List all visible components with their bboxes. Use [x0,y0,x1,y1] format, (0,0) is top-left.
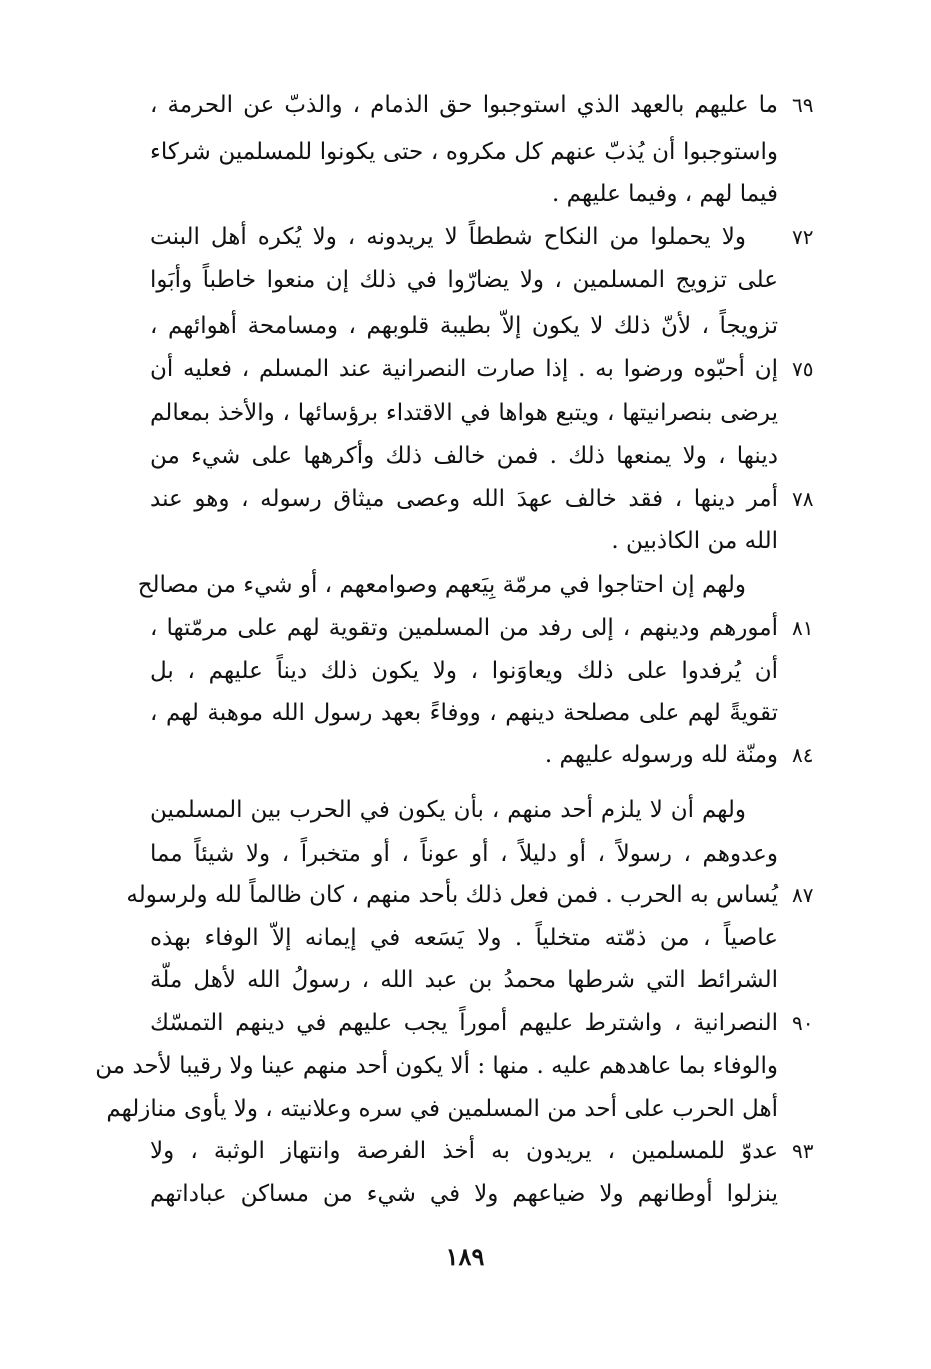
text-line: دينها ، ولا يمنعها ذلك . فمن خالف ذلك وأكرهها على شيء من [150,443,778,469]
text-line: النصرانية ، واشترط عليهم أموراً يجب عليهم في دينهم التمسّك [150,1010,778,1036]
text-line: ولهم أن لا يلزم أحد منهم ، بأن يكون في الحرب بين المسلمين [150,797,746,823]
line-number: ٨٤ [792,743,814,767]
text-line: أمورهم ودينهم ، إلى رفد من المسلمين وتقوية لهم على مرمّتها ، [150,615,778,641]
text-line: عاصياً ، من ذمّته متخلياً . ولا يَسَعه في إيمانه إلاّ الوفاء بهذه [150,925,778,951]
line-number: ٩٣ [792,1139,814,1163]
text-line: ينزلوا أوطانهم ولا ضياعهم ولا في شيء من مساكن عباداتهم [150,1181,778,1207]
line-number: ٧٨ [792,487,814,511]
text-line: واستوجبوا أن يُذبّ عنهم كل مكروه ، حتى يكونوا للمسلمين شركاء [150,139,778,165]
text-line: ولا يحملوا من النكاح شططاً لا يريدونه ، ولا يُكره أهل البنت [150,224,746,250]
line-number: ٨١ [792,616,814,640]
page-number: ١٨٩ [445,1242,485,1271]
line-number: ٧٥ [792,357,814,381]
line-number: ٧٢ [792,225,814,249]
text-line: الله من الكاذبين . [611,528,778,554]
text-line: أهل الحرب على أحد من المسلمين في سره وعلانيته ، ولا يأوى منازلهم [106,1096,778,1122]
text-line: فيما لهم ، وفيما عليهم . [552,181,778,207]
text-line: على تزويج المسلمين ، ولا يضارّوا في ذلك إن منعوا خاطباً وأبَوا [150,267,778,293]
text-line: أمر دينها ، فقد خالف عهدَ الله وعصى ميثاق رسوله ، وهو عند [150,486,778,512]
text-line: والوفاء بما عاهدهم عليه . منها : ألا يكون أحد منهم عينا ولا رقيبا لأحد من [95,1053,778,1079]
text-line: ومنّة لله ورسوله عليهم . [544,742,778,768]
text-line: عدوّ للمسلمين ، يريدون به أخذ الفرصة وانتهاز الوثبة ، ولا [150,1138,778,1164]
text-line: وعدوهم ، رسولاً ، أو دليلاً ، أو عوناً ، أو متخبراً ، ولا شيئاً مما [150,841,778,867]
text-line: ما عليهم بالعهد الذي استوجبوا حق الذمام ، والذبّ عن الحرمة ، [150,92,778,118]
line-number: ٨٧ [792,883,814,907]
text-line: تقويةً لهم على مصلحة دينهم ، ووفاءً بعهد رسول الله موهبة لهم ، [150,700,778,726]
text-line: يرضى بنصرانيتها ، ويتبع هواها في الاقتداء برؤسائها ، والأخذ بمعالم [150,400,778,426]
line-number: ٦٩ [792,93,814,117]
text-line: أن يُرفدوا على ذلك ويعاوَنوا ، ولا يكون ذلك ديناً عليهم ، بل [150,658,778,684]
text-line: الشرائط التي شرطها محمدُ بن عبد الله ، رسولُ الله لأهل ملّة [150,967,778,993]
text-line: إن أحبّوه ورضوا به . إذا صارت النصرانية عند المسلم ، فعليه أن [150,356,778,382]
line-number: ٩٠ [792,1011,814,1035]
text-line: يُساس به الحرب . فمن فعل ذلك بأحد منهم ، كان ظالماً لله ولرسوله [126,882,778,908]
text-line: تزويجاً ، لأنّ ذلك لا يكون إلاّ بطيبة قلوبهم ، ومسامحة أهوائهم ، [150,313,778,339]
text-line: ولهم إن احتاجوا في مرمّة بِيَعهم وصوامعهم ، أو شيء من مصالح [137,572,746,598]
